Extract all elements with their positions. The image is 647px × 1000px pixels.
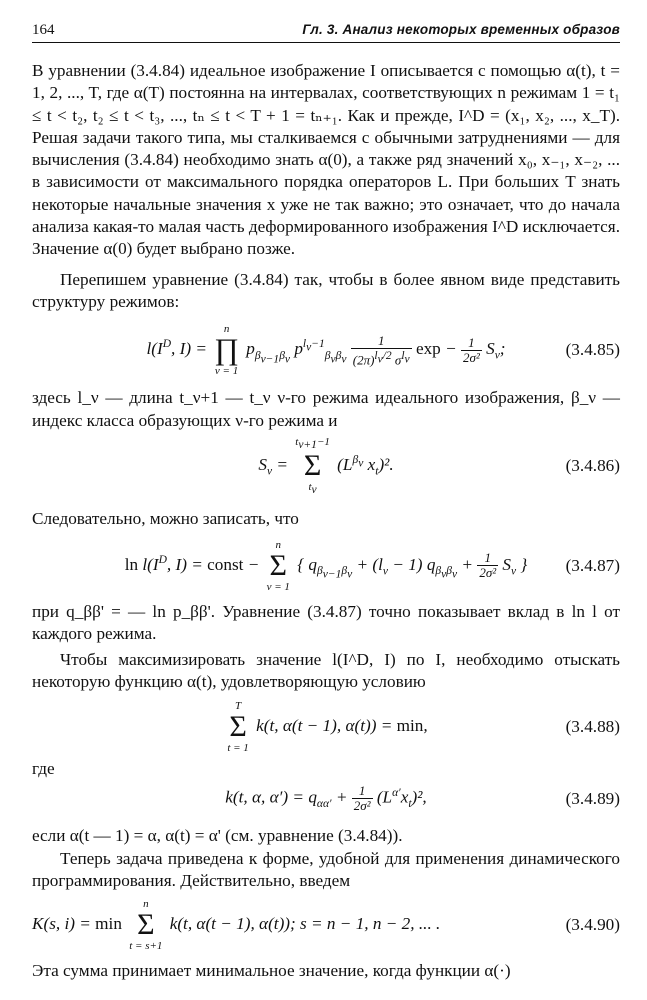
equation-number: (3.4.87) <box>565 555 620 575</box>
equation-3-4-85 <box>32 323 620 377</box>
equation-3-4-90 <box>32 898 620 952</box>
equation-body: $l(I^D$, I) = n ∏ ν = 1 $p_{\beta_{\nu-1}\beta_\nu}$ $p^{l_\nu-1}_{\beta_\nu\beta_\nu}$ $\frac{1}{(2\pi)^{l_\nu/2} \sigma^{l_\nu}}$ exp − $\frac{1}{\text{2σ²}}$ $S_\nu$; <box>146 323 506 378</box>
equation-number: (3.4.88) <box>565 716 620 736</box>
equation-3-4-86 <box>32 436 620 496</box>
paragraph-7: где <box>32 758 55 778</box>
paragraph-4: Следовательно, можно записать, что <box>32 509 299 529</box>
paragraph-10: Эта сумма принимает минимальное значение, когда функции α(·) <box>32 961 511 981</box>
paragraph-2: Перепишем уравнение (3.4.84) так, чтобы в более явном виде представить структуру режимов: <box>32 269 620 311</box>
equation-body: K(s, i) = min n Σ t = s+1 k(t, α(t − 1), α(t)); s = n − 1, n − 2, ... . <box>32 898 441 953</box>
page-body <box>32 60 620 983</box>
equation-3-4-87 <box>32 539 620 593</box>
paragraph-6: Чтобы максимизировать значение l(I^D, I) по I, необходимо отыскать некоторую функцию α(t), удовлетворяющую условию <box>32 650 620 692</box>
paragraph-8: если α(t — 1) = α, α(t) = α' (см. уравнение (3.4.84)). <box>32 826 403 846</box>
running-title: Гл. 3. Анализ некоторых временных образов <box>302 22 620 37</box>
equation-number: (3.4.90) <box>565 915 620 935</box>
equation-3-4-88 <box>32 700 620 754</box>
page-number: 164 <box>32 22 55 38</box>
equation-number: (3.4.89) <box>565 788 620 808</box>
book-page <box>32 18 620 983</box>
paragraph-3: здесь l_ν — длина t_ν+1 — t_ν ν-го режима идеального изображения, β_ν — индекс класса образующих ν-го режима и <box>32 388 620 430</box>
page-header <box>32 18 620 43</box>
equation-number: (3.4.86) <box>565 455 620 475</box>
paragraph-1: В уравнении (3.4.84) идеальное изображение I описывается с помощью α(t), t = 1, 2, ..., T, где α(T) постоянна на интервалах, соответствующих n режимам 1 = t₁ ≤ t < t₂, t₂ ≤ t < t₃, ..., tₙ ≤ t < T + 1 = tₙ₊₁. Как и прежде, I^D = (x₁, x₂, ..., x_T). Решая задачи такого типа, мы сталкиваемся с обычными затруднениями — для вычисления (3.4.84) необходимо знать α(0), а также ряд значений x₀, x₋₁, x₋₂, ... в зависимости от максимального порядка операторов L. При больших T знать некоторые начальные значения x уже не так важно; это означает, что до начала анализа какая-то малая часть деформированного изображения I^D исключается. Значение α(0) будет выбрано позже. <box>32 61 620 259</box>
paragraph-5: при q_ββ' = — ln p_ββ'. Уравнение (3.4.87) точно показывает вклад в ln l от каждого режима. <box>32 601 620 643</box>
equation-body: $\ln l(I^D$, I) = const − n Σ ν = 1 { $q_{\beta_{\nu-1}\beta_\nu} + (l_\nu - 1) q_{\beta_\nu\beta_\nu}$ + $\frac{1}{\text{2σ²}}$ $S_\nu$ } <box>124 538 528 593</box>
equation-3-4-89 <box>32 782 620 815</box>
equation-body: T Σ t = 1 k(t, α(t − 1), α(t)) = min, <box>227 699 428 754</box>
paragraph-9: Теперь задача приведена к форме, удобной для применения динамического программирования. Действительно, введем <box>32 848 620 891</box>
equation-body: k(t, α, $\alpha') = q_{\alpha\alpha'}$ + $\frac{1}{\text{2σ²}}$ $(L^{\alpha'}x_t)^2$, <box>225 783 427 814</box>
equation-body: $S_\nu$ = $t_{\nu+1}-1$ Σ $t_\nu$ ($L^{\beta_\nu}$ $x_t)^2$. <box>258 435 394 497</box>
equation-number: (3.4.85) <box>565 340 620 360</box>
